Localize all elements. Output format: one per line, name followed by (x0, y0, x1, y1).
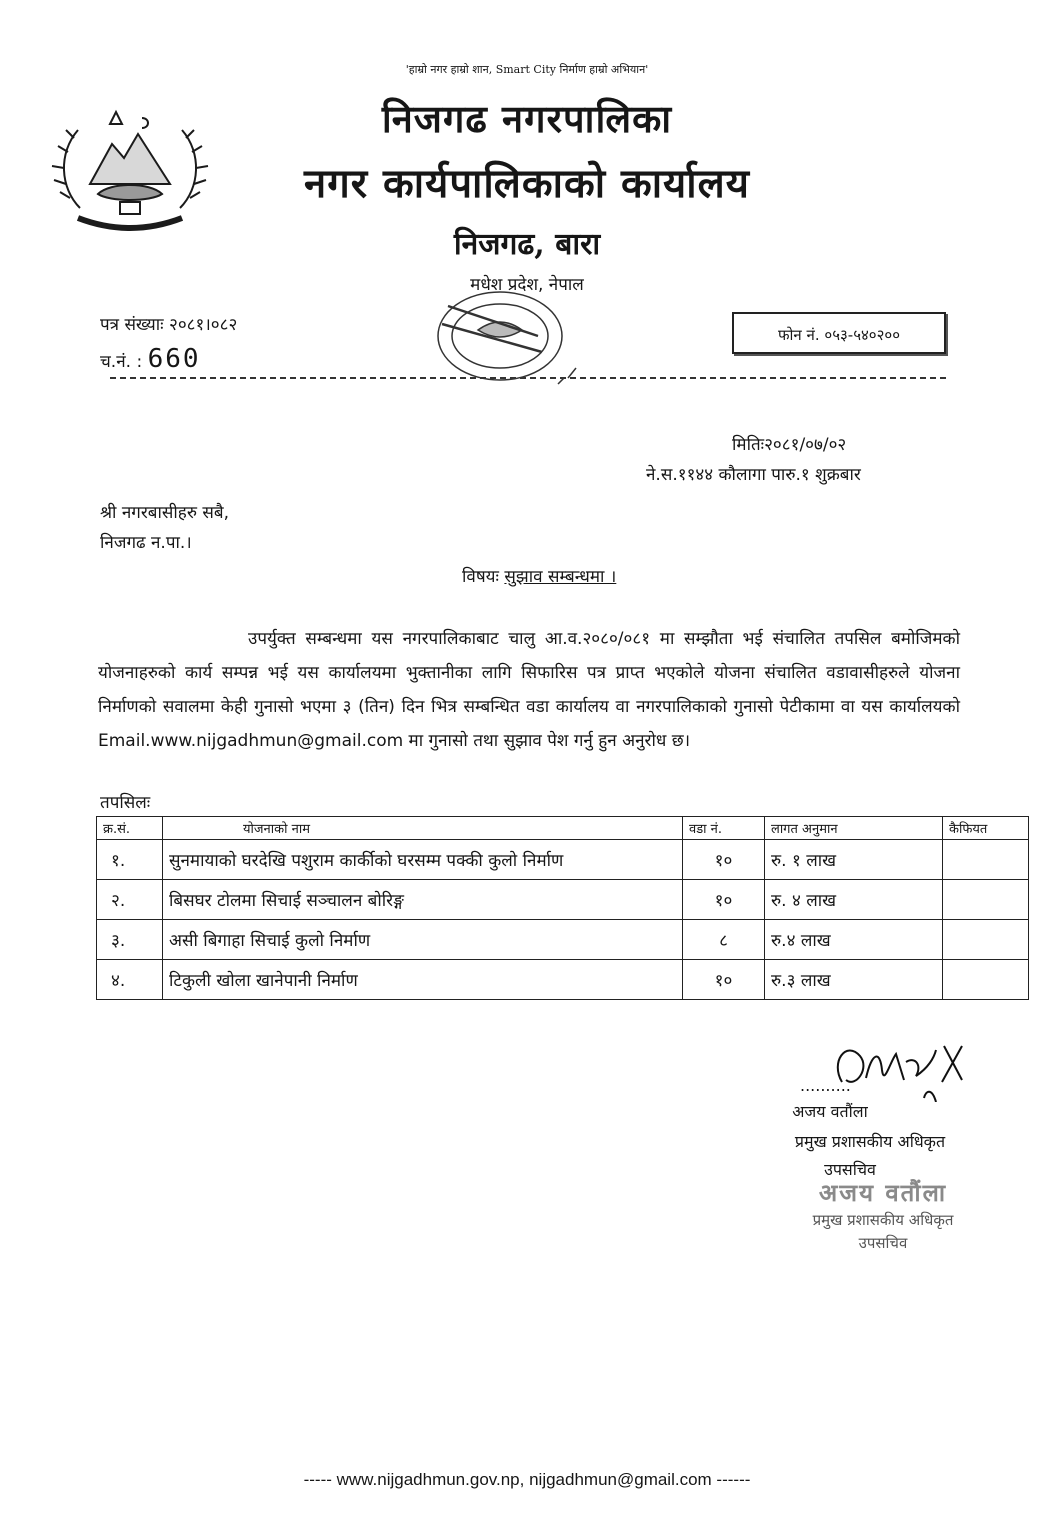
signatory-rank: उपसचिव (824, 1160, 876, 1179)
project-table (96, 816, 1029, 1000)
reference-number (100, 312, 237, 335)
table-row (97, 920, 1029, 960)
signatory-title: प्रमुख प्रशासकीय अधिकृत (794, 1132, 946, 1151)
col-remarks: कैफियत (943, 817, 1029, 840)
row-project: असी बिगाहा सिचाई कुलो निर्माण (163, 920, 683, 960)
row-remarks (943, 920, 1029, 960)
row-remarks (943, 960, 1029, 1000)
subject-label: विषयः (462, 567, 499, 587)
col-serial: क्र.सं. (97, 817, 163, 840)
slogan: 'हाम्रो नगर हाम्रो शान, Smart City निर्माण हाम्रो अभियान' (405, 63, 649, 76)
dispatch-value: 660 (147, 344, 201, 374)
col-ward: वडा नं. (683, 817, 765, 840)
row-project: सुनमायाको घरदेखि पशुराम कार्कीको घरसम्म पक्की कुलो निर्माण (163, 840, 683, 880)
row-serial: ४. (97, 960, 163, 1000)
row-serial: २. (97, 880, 163, 920)
dispatch-label: च.नं. : (100, 352, 143, 372)
seal-name: अजय वतौंला (818, 1179, 948, 1207)
phone-box: फोन नं. ०५३-५४०२०० (732, 312, 946, 354)
row-project: टिकुली खोला खानेपानी निर्माण (163, 960, 683, 1000)
col-estimate: लागत अनुमान (765, 817, 943, 840)
table-caption: तपसिलः (100, 793, 151, 813)
table-header-row (97, 817, 1029, 840)
row-ward: १० (683, 880, 765, 920)
date-bs: मितिः२०८१/०७/०२ (732, 435, 847, 455)
col-project-name: योजनाको नाम (163, 817, 683, 840)
municipality-name: निजगढ नगरपालिका (381, 96, 673, 141)
reference-value: २०८१।०८२ (168, 315, 238, 335)
office-name: नगर कार्यपालिकाको कार्यालय (304, 160, 750, 207)
body-text: उपर्युक्त सम्बन्धमा यस नगरपालिकाबाट चालु आ.व.२०८०/०८१ मा सम्झौता भई संचालित तपसिल बमोजिमको योजनाहरुको कार्य सम्पन्न भई यस कार्यालयमा भुक्तानीका लागि सिफारिस पत्र प्राप्त भएकोले योजना संचालित वडावासीहरुले योजना निर्माणको सवालमा केही गुनासो भएमा ३ (तिन) दिन भित्र सम्बन्धित वडा कार्यालय वा नगरपालिकाको गुनासो पेटीकामा वा यस कार्यालयको Email.www.nijgadhmun@gmail.com मा गुनासो तथा सुझाव पेश गर्नु हुन अनुरोध छ। (98, 629, 960, 751)
seal-rank: उपसचिव (858, 1234, 908, 1252)
header-divider (110, 377, 946, 379)
row-estimate: रु.३ लाख (765, 960, 943, 1000)
row-estimate: रु. ४ लाख (765, 880, 943, 920)
row-estimate: रु. १ लाख (765, 840, 943, 880)
recipient-line-2: निजगढ न.पा.। (100, 533, 192, 553)
table-row (97, 880, 1029, 920)
recipient-line-1: श्री नगरबासीहरु सबै, (100, 503, 230, 523)
row-project: बिसघर टोलमा सिचाई सञ्चालन बोरिङ्ग (163, 880, 683, 920)
signatory-name: अजय वतौंला (792, 1102, 868, 1121)
table-row (97, 840, 1029, 880)
row-serial: ३. (97, 920, 163, 960)
province: मधेश प्रदेश, नेपाल (470, 275, 584, 295)
name-seal (778, 1178, 988, 1258)
row-ward: ८ (683, 920, 765, 960)
date-nepal-sambat: ने.स.११४४ कौलागा पारु.१ शुक्रबार (646, 465, 861, 485)
row-ward: १० (683, 840, 765, 880)
reference-label: पत्र संख्याः (100, 315, 164, 335)
subject-text: सुझाव सम्बन्धमा । (504, 567, 617, 587)
signature-dots: .......... (800, 1076, 851, 1095)
row-remarks (943, 880, 1029, 920)
row-remarks (943, 840, 1029, 880)
dispatch-number (100, 344, 201, 374)
row-ward: १० (683, 960, 765, 1000)
table-row (97, 960, 1029, 1000)
body-paragraph (98, 622, 960, 758)
subject-line (462, 564, 616, 587)
office-seal-stamp (408, 284, 586, 400)
footer-contact: ----- www.nijgadhmun.gov.np, nijgadhmun@gmail.com ------ (303, 1470, 751, 1489)
office-location: निजगढ, बारा (453, 227, 601, 262)
coat-of-arms-emblem (50, 98, 210, 238)
seal-title: प्रमुख प्रशासकीय अधिकृत (812, 1211, 954, 1229)
row-estimate: रु.४ लाख (765, 920, 943, 960)
row-serial: १. (97, 840, 163, 880)
